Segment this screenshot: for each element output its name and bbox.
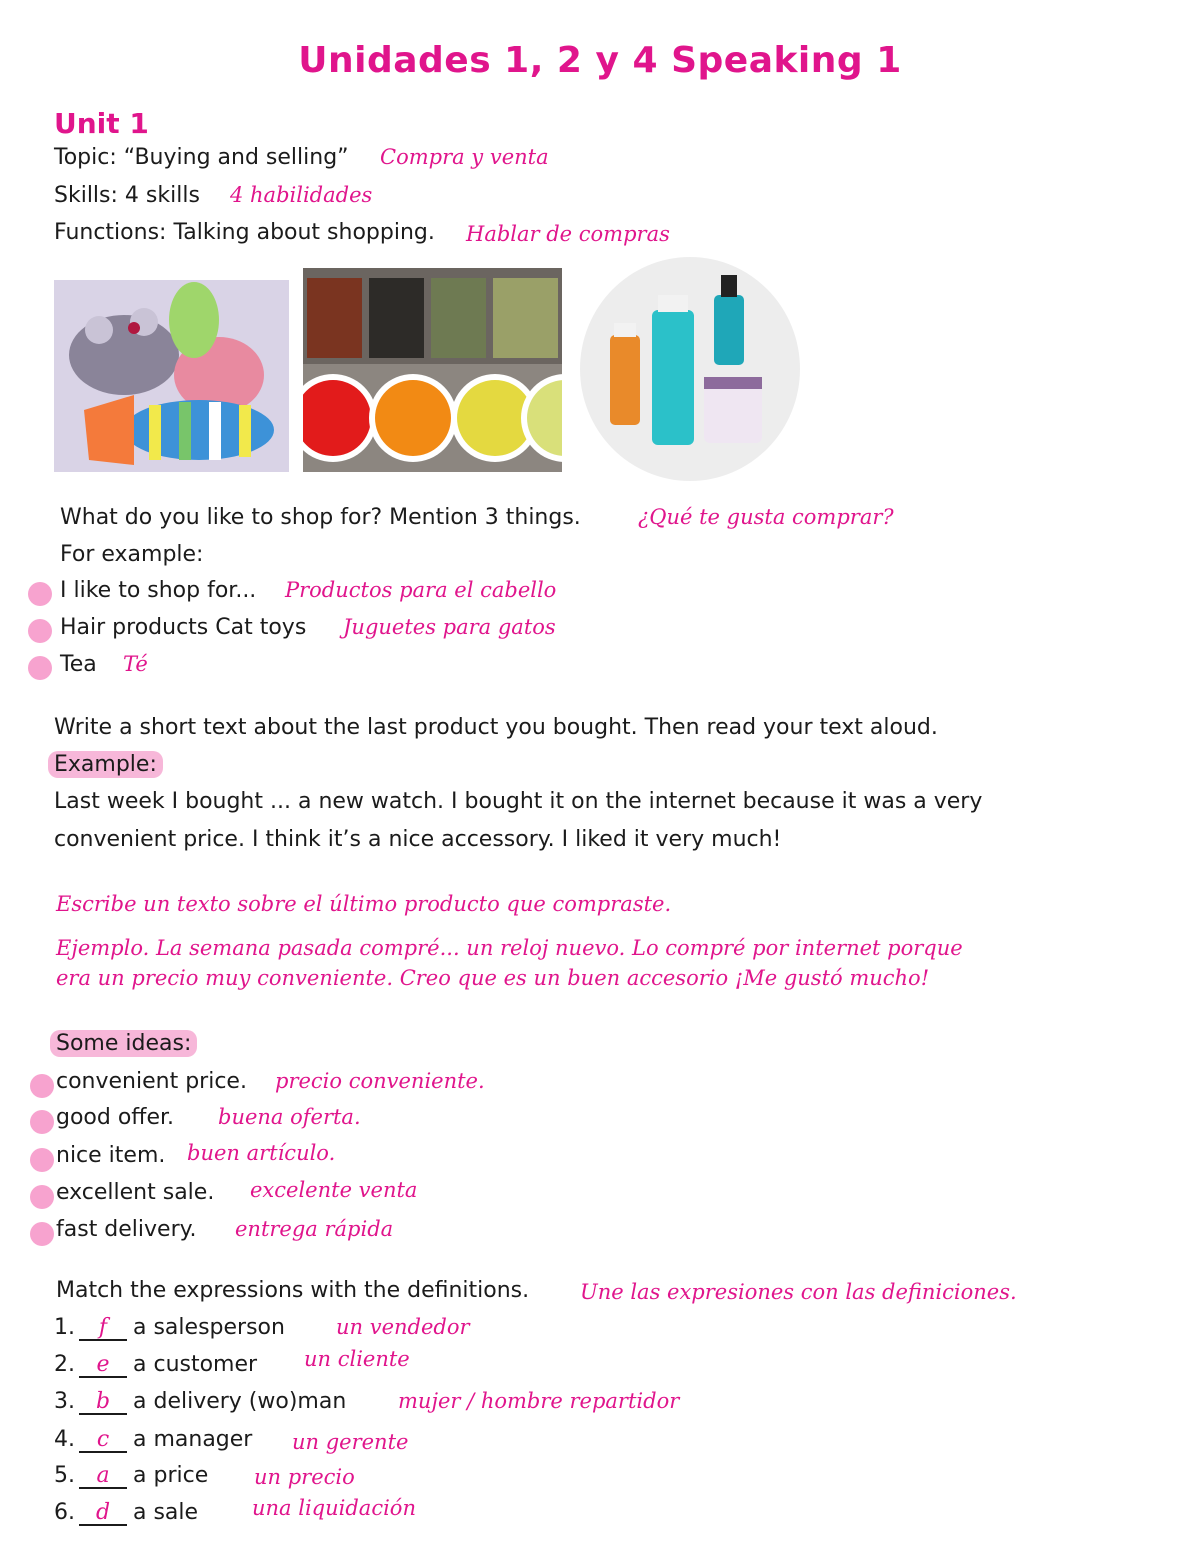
write-instruction: Write a short text about the last product you bought. Then read your text aloud.	[54, 715, 938, 740]
skills-line: Skills: 4 skills	[54, 183, 200, 208]
bullet-dot	[30, 1185, 54, 1209]
ideas-label: Some ideas:	[50, 1031, 197, 1056]
match-row-2-note: un cliente	[304, 1347, 410, 1371]
idea-item-2: good offer.	[56, 1105, 175, 1130]
idea-item-2-note: buena oferta.	[218, 1105, 361, 1129]
skills-note: 4 habilidades	[230, 183, 373, 207]
idea-item-1: convenient price.	[56, 1069, 247, 1094]
bullet-dot	[30, 1222, 54, 1246]
answer-blank[interactable]: e	[79, 1354, 127, 1378]
match-row-2: 2. e a customer	[54, 1352, 258, 1377]
match-row-1: 1. f a salesperson	[54, 1315, 285, 1340]
match-instruction-note: Une las expresiones con las definiciones.	[580, 1280, 1017, 1304]
idea-item-4-note: excelente venta	[250, 1178, 418, 1202]
unit-heading: Unit 1	[54, 107, 149, 140]
hair-products-image	[578, 255, 802, 483]
match-row-1-note: un vendedor	[336, 1315, 470, 1339]
match-row-3: 3. b a delivery (wo)man	[54, 1389, 347, 1414]
bullet-dot	[28, 582, 52, 606]
page-title: Unidades 1, 2 y 4 Speaking 1	[298, 40, 902, 81]
functions-line: Functions: Talking about shopping.	[54, 220, 435, 245]
functions-note: Hablar de compras	[466, 222, 670, 246]
bullet-dot	[30, 1074, 54, 1098]
answer-blank[interactable]: b	[79, 1391, 127, 1415]
example-label: Example:	[48, 752, 163, 777]
idea-item-5-note: entrega rápida	[235, 1217, 394, 1241]
for-example-label: For example:	[60, 542, 204, 567]
match-row-5: 5. a a price	[54, 1463, 209, 1488]
example-line-1: Last week I bought ... a new watch. I bought it on the internet because it was a very	[54, 789, 983, 814]
topic-line: Topic: “Buying and selling”	[54, 145, 349, 170]
shop-item-3-note: Té	[123, 652, 148, 676]
idea-item-1-note: precio conveniente.	[275, 1069, 485, 1093]
shop-item-2-note: Juguetes para gatos	[343, 615, 556, 639]
shop-question-note: ¿Qué te gusta comprar?	[638, 505, 894, 529]
shop-item-3: Tea	[60, 652, 97, 677]
idea-item-4: excellent sale.	[56, 1180, 215, 1205]
match-row-3-note: mujer / hombre repartidor	[398, 1389, 680, 1413]
answer-blank[interactable]: a	[79, 1465, 127, 1489]
shop-question: What do you like to shop for? Mention 3 things.	[60, 505, 581, 530]
write-note-2-line-2: era un precio muy conveniente. Creo que es un buen accesorio ¡Me gustó mucho!	[56, 966, 930, 990]
idea-item-5: fast delivery.	[56, 1217, 197, 1242]
write-note-1: Escribe un texto sobre el último producto que compraste.	[56, 892, 672, 916]
answer-blank[interactable]: c	[79, 1429, 127, 1453]
shop-item-1-note: Productos para el cabello	[285, 578, 557, 602]
idea-item-3: nice item.	[56, 1143, 166, 1168]
topic-note: Compra y venta	[380, 145, 549, 169]
answer-blank[interactable]: d	[79, 1502, 127, 1526]
match-row-4: 4. c a manager	[54, 1427, 253, 1452]
write-note-2-line-1: Ejemplo. La semana pasada compré... un reloj nuevo. Lo compré por internet porque	[56, 936, 963, 960]
match-instruction: Match the expressions with the definitions.	[56, 1278, 530, 1303]
example-line-2: convenient price. I think it’s a nice accessory. I liked it very much!	[54, 827, 782, 852]
bullet-dot	[30, 1110, 54, 1134]
idea-item-3-note: buen artículo.	[187, 1141, 336, 1165]
shop-item-2: Hair products Cat toys	[60, 615, 307, 640]
bullet-dot	[30, 1148, 54, 1172]
bullet-dot	[28, 656, 52, 680]
tea-image	[303, 268, 562, 472]
match-row-5-note: un precio	[254, 1465, 355, 1489]
cat-toys-image	[54, 280, 289, 472]
bullet-dot	[28, 619, 52, 643]
shop-item-1: I like to shop for...	[60, 578, 257, 603]
match-row-6-note: una liquidación	[252, 1496, 416, 1520]
match-row-6: 6. d a sale	[54, 1500, 199, 1525]
answer-blank[interactable]: f	[79, 1317, 127, 1341]
match-row-4-note: un gerente	[292, 1430, 409, 1454]
